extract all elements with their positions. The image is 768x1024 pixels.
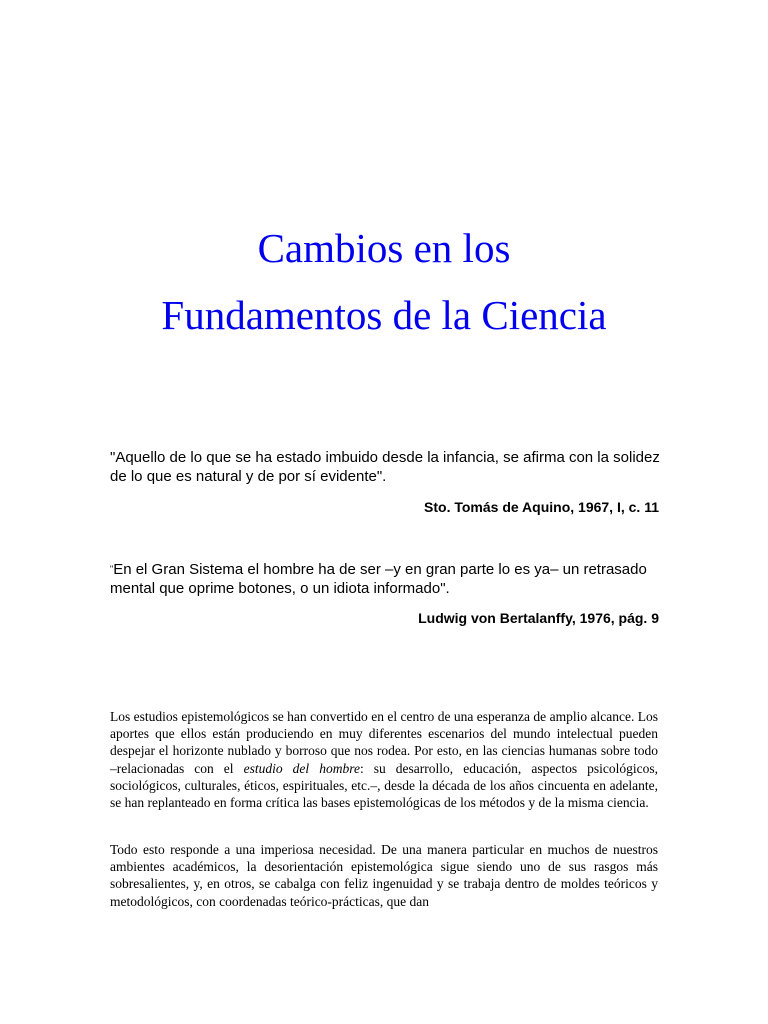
- body-paragraph-1-text-b: : su desarrollo, educación, aspectos psicológicos, sociológicos, culturales, éticos, espirituales, etc.–, desde la década de los años cincuenta en adelante, se han replanteado en forma crítica las bases epistemológicas de los métodos y de la misma ciencia.: [110, 760, 659, 811]
- epigraph-quote-1: [110, 448, 660, 486]
- document-title-line-2: Fundamentos de la Ciencia: [161, 292, 607, 338]
- epigraph-quote-2-open-mark: ": [110, 564, 114, 574]
- body-paragraph-1-text-a: Los estudios epistemológicos se han convertido en el centro de una esperanza de amplio alcance. Los aportes que ellos están produciendo en muy diferentes escenarios del mundo intelectual pueden despejar el horizonte nublado y borroso que nos rodea. Por esto, en las ciencias humanas sobre todo –relacionadas con el: [110, 709, 658, 776]
- epigraph-quote-2-text: En el Gran Sistema el hombre ha de ser –y en gran parte lo es ya– un retrasado mental que oprime botones, o un idiota informado".: [110, 561, 647, 597]
- epigraph-citation-2: Ludwig von Bertalanffy, 1976, pág. 9: [418, 610, 659, 626]
- epigraph-quote-2: [110, 560, 660, 598]
- body-paragraph-1-italic: estudio del hombre: [243, 760, 360, 776]
- body-paragraph-2: Todo esto responde a una imperiosa necesidad. De una manera particular en muchos de nuestros ambientes académicos, la desorientación epistemológica sigue siendo uno de sus rasgos más sobresalientes, y, en otros, se cabalga con feliz ingenuidad y se trabaja dentro de moldes teóricos y metodológicos, con coordenadas teórico-prácticas, que dan: [110, 842, 658, 909]
- epigraph-citation-1: Sto. Tomás de Aquino, 1967, I, c. 11: [424, 499, 659, 515]
- body-paragraph-1: [110, 708, 658, 811]
- document-title-line-1: Cambios en los: [257, 225, 511, 271]
- epigraph-quote-1-text: "Aquello de lo que se ha estado imbuido desde la infancia, se afirma con la solidez de lo que es natural y de por sí evidente".: [110, 449, 660, 485]
